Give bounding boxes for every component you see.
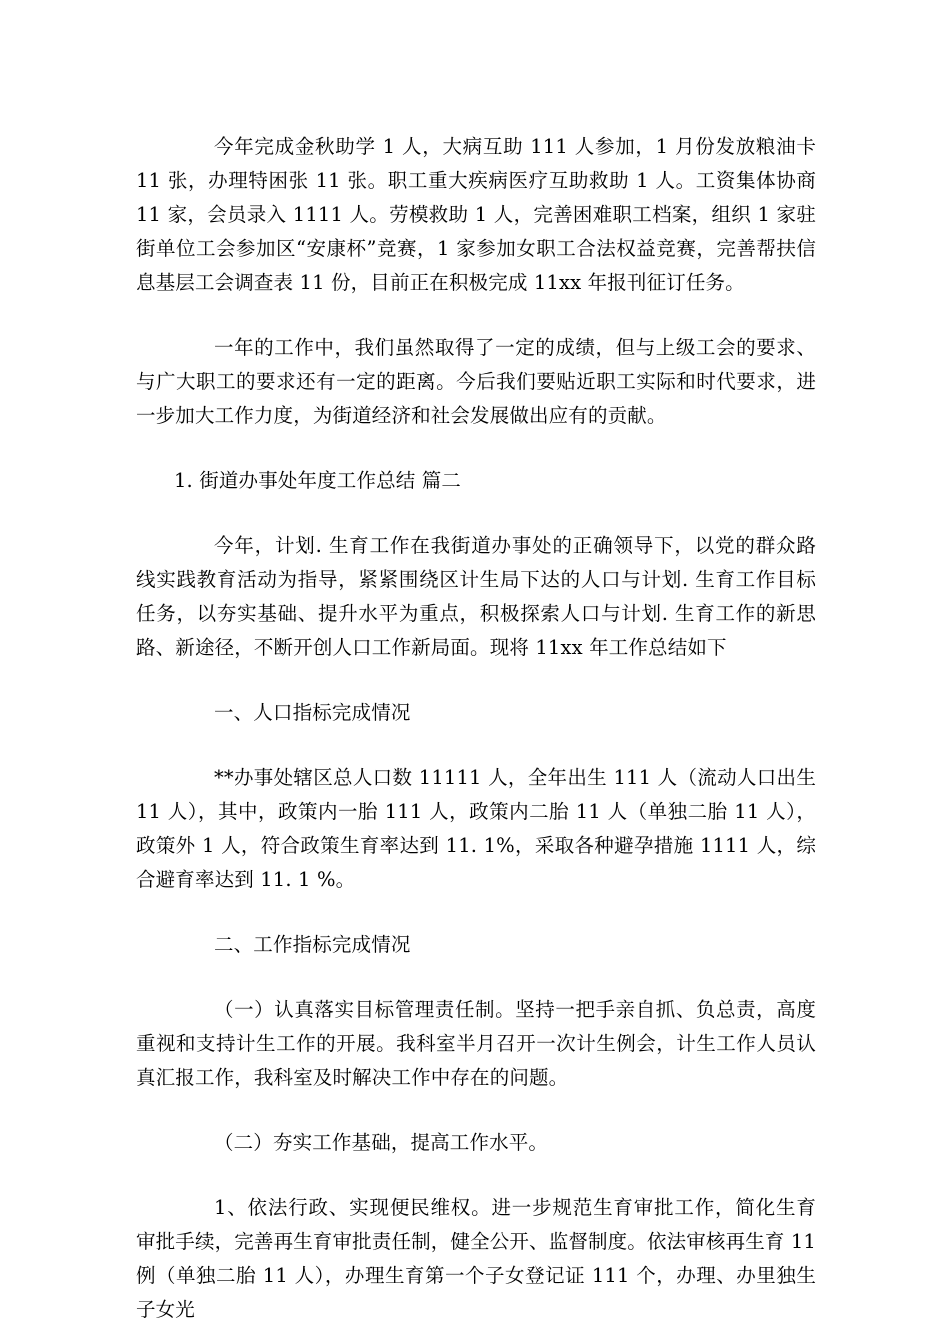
paragraph-gap [136,1160,816,1191]
subheading-work-foundation: （二）夯实工作基础，提高工作水平。 [214,1131,549,1154]
paragraph-mutual-aid-summary: 今年完成金秋助学 1 人，大病互助 111 人参加，1 月份发放粮油卡 11 张，办理特困张 11 张。职工重大疾病医疗互助救助 1 人。工资集体协商 11 家，会员录入 1111 人。劳模救助 1 人，完善困难职工档案，组织 1 家驻街单位工会参加区“安康杯”竞赛，1 家参加女职工合法权益竞赛，完善帮扶信息基层工会调查表 11 份，目前正在积极完成 11xx 年报刊征订任务。 [136,135,816,294]
paragraph-gap [136,730,816,761]
section-heading-part-two: 1. 街道办事处年度工作总结 篇二 [174,469,462,492]
paragraph-population-stats: **办事处辖区总人口数 11111 人，全年出生 111 人（流动人口出生 11 人），其中，政策内一胎 111 人，政策内二胎 11 人（单独二胎 11 人），政策外 1 人，符合政策生育率达到 11. 1%，采取各种避孕措施 1111 人，综合避育率达到 11. 1 %。 [136,766,816,891]
paragraph-gap [136,897,816,928]
paragraph-gap [136,300,816,331]
paragraph-family-planning-intro: 今年，计划. 生育工作在我街道办事处的正确领导下，以党的群众路线实践教育活动为指导，紧紧围绕区计生局下达的人口与计划. 生育工作目标任务，以夯实基础、提升水平为重点，积极探索人口与计划. 生育工作的新思路、新途径，不断开创人口工作新局面。现将 11xx 年工作总结如下 [136,534,816,659]
paragraph-responsibility-system: （一）认真落实目标管理责任制。坚持一把手亲自抓、负总责，高度重视和支持计生工作的开展。我科室半月召开一次计生例会，计生工作人员认真汇报工作，我科室及时解决工作中存在的问题。 [136,998,816,1089]
paragraph-gap [136,962,816,993]
paragraph-gap [136,498,816,529]
paragraph-gap [136,433,816,464]
paragraph-lawful-administration: 1、依法行政、实现便民维权。进一步规范生育审批工作，简化生育审批手续，完善再生育审批责任制，健全公开、监督制度。依法审核再生育 11 例（单独二胎 11 人），办理生育第一个子女登记证 111 个，办理、办里独生子女光 [136,1196,816,1321]
subheading-work-indicators: 二、工作指标完成情况 [214,933,411,956]
paragraph-gap [136,1095,816,1126]
subheading-population-indicators: 一、人口指标完成情况 [214,701,411,724]
paragraph-year-review: 一年的工作中，我们虽然取得了一定的成绩，但与上级工会的要求、与广大职工的要求还有一定的距离。今后我们要贴近职工实际和时代要求，进一步加大工作力度，为街道经济和社会发展做出应有的贡献。 [136,336,816,427]
document-body [136,130,816,1327]
paragraph-gap [136,665,816,696]
